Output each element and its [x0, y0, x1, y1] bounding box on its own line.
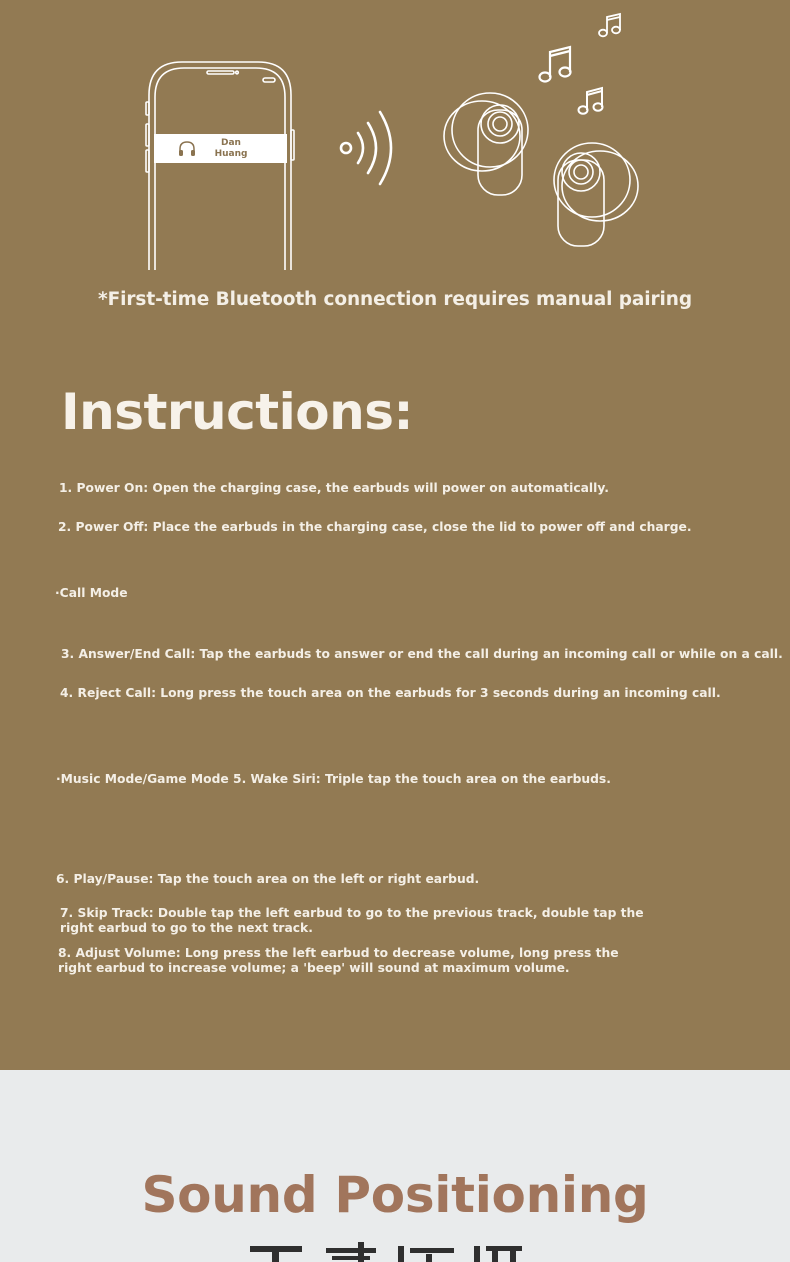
- sound-positioning-title: Sound Positioning: [141, 1166, 649, 1224]
- pairing-illustration: [0, 0, 790, 275]
- earbud-icon: [444, 93, 528, 195]
- instruction-skip-track-cont: right earbud to go to the next track.: [60, 921, 313, 935]
- pairing-note: *First-time Bluetooth connection requires manual pairing: [98, 289, 692, 310]
- instruction-reject-call: 4. Reject Call: Long press the touch area on the earbuds for 3 seconds during an incoming call.: [60, 686, 721, 700]
- instruction-power-off: 2. Power Off: Place the earbuds in the charging case, close the lid to power off and charge.: [58, 520, 692, 534]
- device-name: Dan Huang: [214, 137, 248, 159]
- call-mode-label: ·Call Mode: [55, 586, 128, 600]
- instruction-power-on: 1. Power On: Open the charging case, the earbuds will power on automatically.: [59, 481, 609, 495]
- sound-positioning-subtitle-clipped: [248, 1242, 528, 1262]
- earbud-icon: [554, 143, 638, 246]
- instruction-answer-call: 3. Answer/End Call: Tap the earbuds to answer or end the call during an incoming call or while on a call.: [61, 647, 783, 661]
- music-mode-label: ·Music Mode/Game Mode 5. Wake Siri: Triple tap the touch area on the earbuds.: [56, 772, 611, 786]
- music-note-icon: [579, 88, 603, 114]
- instructions-heading: Instructions:: [61, 383, 413, 441]
- music-note-icon: [540, 47, 571, 82]
- instruction-adjust-volume-cont: right earbud to increase volume; a 'beep' will sound at maximum volume.: [58, 961, 570, 975]
- connected-device-card: [154, 134, 287, 163]
- headphone-icon: [177, 139, 197, 159]
- sound-positioning-section: [0, 1070, 790, 1262]
- music-note-icon: [599, 14, 620, 36]
- phone-illustration: [146, 62, 294, 270]
- instruction-skip-track: 7. Skip Track: Double tap the left earbud to go to the previous track, double tap the: [60, 906, 644, 920]
- wireless-signal-icon: [341, 112, 391, 184]
- instruction-adjust-volume: 8. Adjust Volume: Long press the left earbud to decrease volume, long press the: [58, 946, 619, 960]
- instruction-play-pause: 6. Play/Pause: Tap the touch area on the left or right earbud.: [56, 872, 480, 886]
